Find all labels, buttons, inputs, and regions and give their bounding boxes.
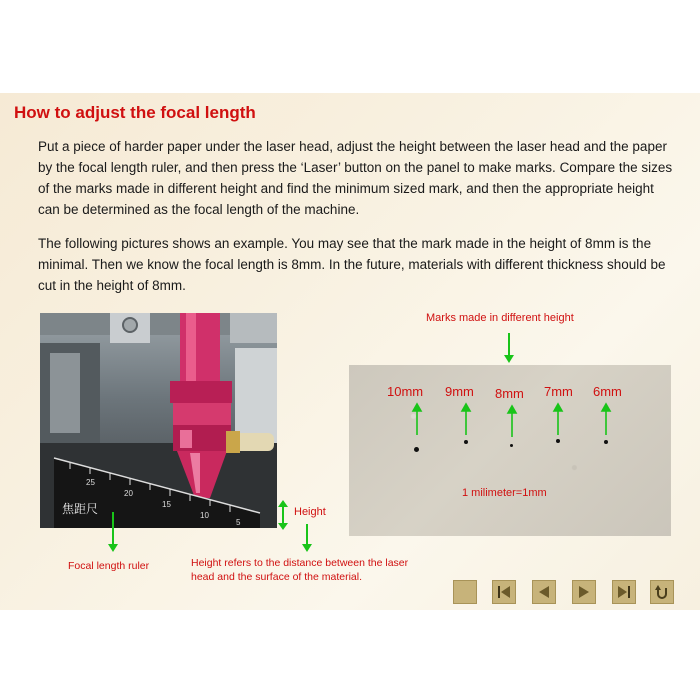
mark-dot-9mm xyxy=(464,440,468,444)
first-page-icon xyxy=(496,584,512,600)
focal-ruler-label: Focal length ruler xyxy=(68,560,150,572)
caption-arrow-icon xyxy=(503,333,515,363)
height-note: Height refers to the distance between the laser head and the surface of the material. xyxy=(191,557,409,583)
mark-dot-6mm xyxy=(604,440,608,444)
last-page-icon xyxy=(616,584,632,600)
ruler-chars: 焦距尺 xyxy=(62,502,99,516)
slide-title: How to adjust the focal length xyxy=(14,103,256,122)
mark-arrows xyxy=(349,365,671,536)
mark-label-8mm: 8mm xyxy=(495,386,524,401)
mark-label-10mm: 10mm xyxy=(387,384,424,399)
mark-dot-7mm xyxy=(556,439,560,443)
mark-label-7mm: 7mm xyxy=(544,384,573,399)
mark-label-9mm: 9mm xyxy=(445,384,474,399)
next-button[interactable] xyxy=(572,580,596,604)
laser-head-photo xyxy=(40,313,277,528)
mark-dot-10mm xyxy=(414,447,419,452)
ruler-number: 10 xyxy=(200,511,209,520)
last-page-button[interactable] xyxy=(612,580,636,604)
laser-head-illustration xyxy=(40,313,277,528)
paper-marks-photo xyxy=(349,365,671,536)
mark-dot-8mm xyxy=(510,444,513,447)
next-icon xyxy=(576,584,592,600)
previous-button[interactable] xyxy=(532,580,556,604)
ruler-number: 5 xyxy=(236,518,241,527)
first-page-button[interactable] xyxy=(492,580,516,604)
return-button[interactable] xyxy=(650,580,674,604)
instruction-paragraph: Put a piece of harder paper under the laser head, adjust the height between the laser head and the paper by the focal length ruler, and then press the ‘Laser’ button on the panel to make marks. Compare the sizes of the marks made in different height and find the minimum sized mark, and then the appropriate height can be determined as the focal length of the machine. xyxy=(38,139,673,217)
return-icon xyxy=(654,584,670,600)
ruler-number: 15 xyxy=(162,500,171,509)
height-label: Height xyxy=(294,506,326,518)
ruler-number: 25 xyxy=(86,478,95,487)
blank-nav-button[interactable] xyxy=(453,580,477,604)
height-arrow-icon xyxy=(276,500,290,530)
height-note-arrow-icon xyxy=(301,524,313,552)
scale-note: 1 milimeter=1mm xyxy=(462,487,547,499)
marks-caption: Marks made in different height xyxy=(426,312,574,324)
previous-icon xyxy=(536,584,552,600)
ruler-number: 20 xyxy=(124,489,133,498)
mark-label-6mm: 6mm xyxy=(593,384,622,399)
example-paragraph: The following pictures shows an example. You may see that the mark made in the height of 8mm is the minimal. Then we know the focal length is 8mm. In the future, materials with different thickness should be cut in the height of 8mm. xyxy=(38,236,666,293)
ruler-arrow-icon xyxy=(107,512,119,552)
